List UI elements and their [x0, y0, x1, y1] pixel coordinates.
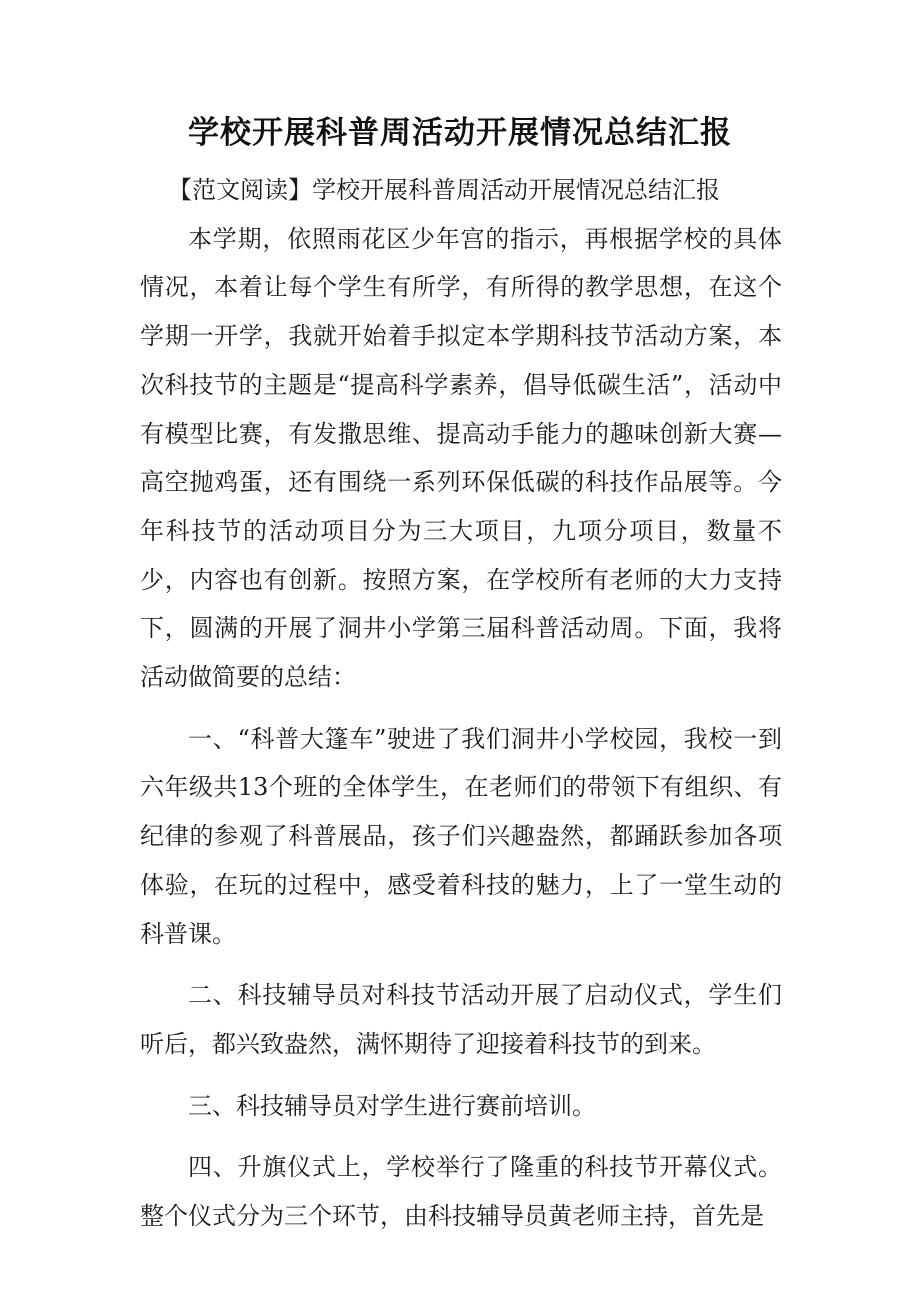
paragraph-item-4: 四、升旗仪式上，学校举行了隆重的科技节开幕仪式。整个仪式分为三个环节，由科技辅导员黄老师主持，首先是	[140, 1153, 782, 1231]
paragraph-overview: 本学期，依照雨花区少年宫的指示，再根据学校的具体情况，本着让每个学生有所学，有所得的教学思想，在这个学期一开学，我就开始着手拟定本学期科技节活动方案，本次科技节的主题是“提高科学素养，倡导低碳生活”，活动中有模型比赛，有发撒思维、提高动手能力的趣味创新大赛—高空抛鸡蛋，还有围绕一系列环保低碳的科技作品展等。今年科技节的活动项目分为三大项目，九项分项目，数量不少，内容也有创新。按照方案，在学校所有老师的大力支持下，圆满的开展了洞井小学第三届科普活动周。下面，我将活动做简要的总结：	[140, 224, 782, 692]
paragraph-item-3: 三、科技辅导员对学生进行赛前培训。	[188, 1091, 596, 1120]
intro-paragraph: 【范文阅读】学校开展科普周活动开展情况总结汇报	[168, 176, 720, 204]
document-title: 学校开展科普周活动开展情况总结汇报	[188, 115, 732, 151]
paragraph-item-2: 二、科技辅导员对科技节活动开展了启动仪式，学生们听后，都兴致盎然，满怀期待了迎接着科技节的到来。	[140, 981, 782, 1058]
document-body	[140, 166, 782, 1241]
paragraph-item-1: 一、“科普大篷车”驶进了我们洞井小学校园，我校一到六年级共13个班的全体学生，在老师们的带领下有组织、有纪律的参观了科普展品，孩子们兴趣盎然，都踊跃参加各项体验，在玩的过程中，感受着科技的魅力，上了一堂生动的科普课。	[140, 724, 782, 948]
